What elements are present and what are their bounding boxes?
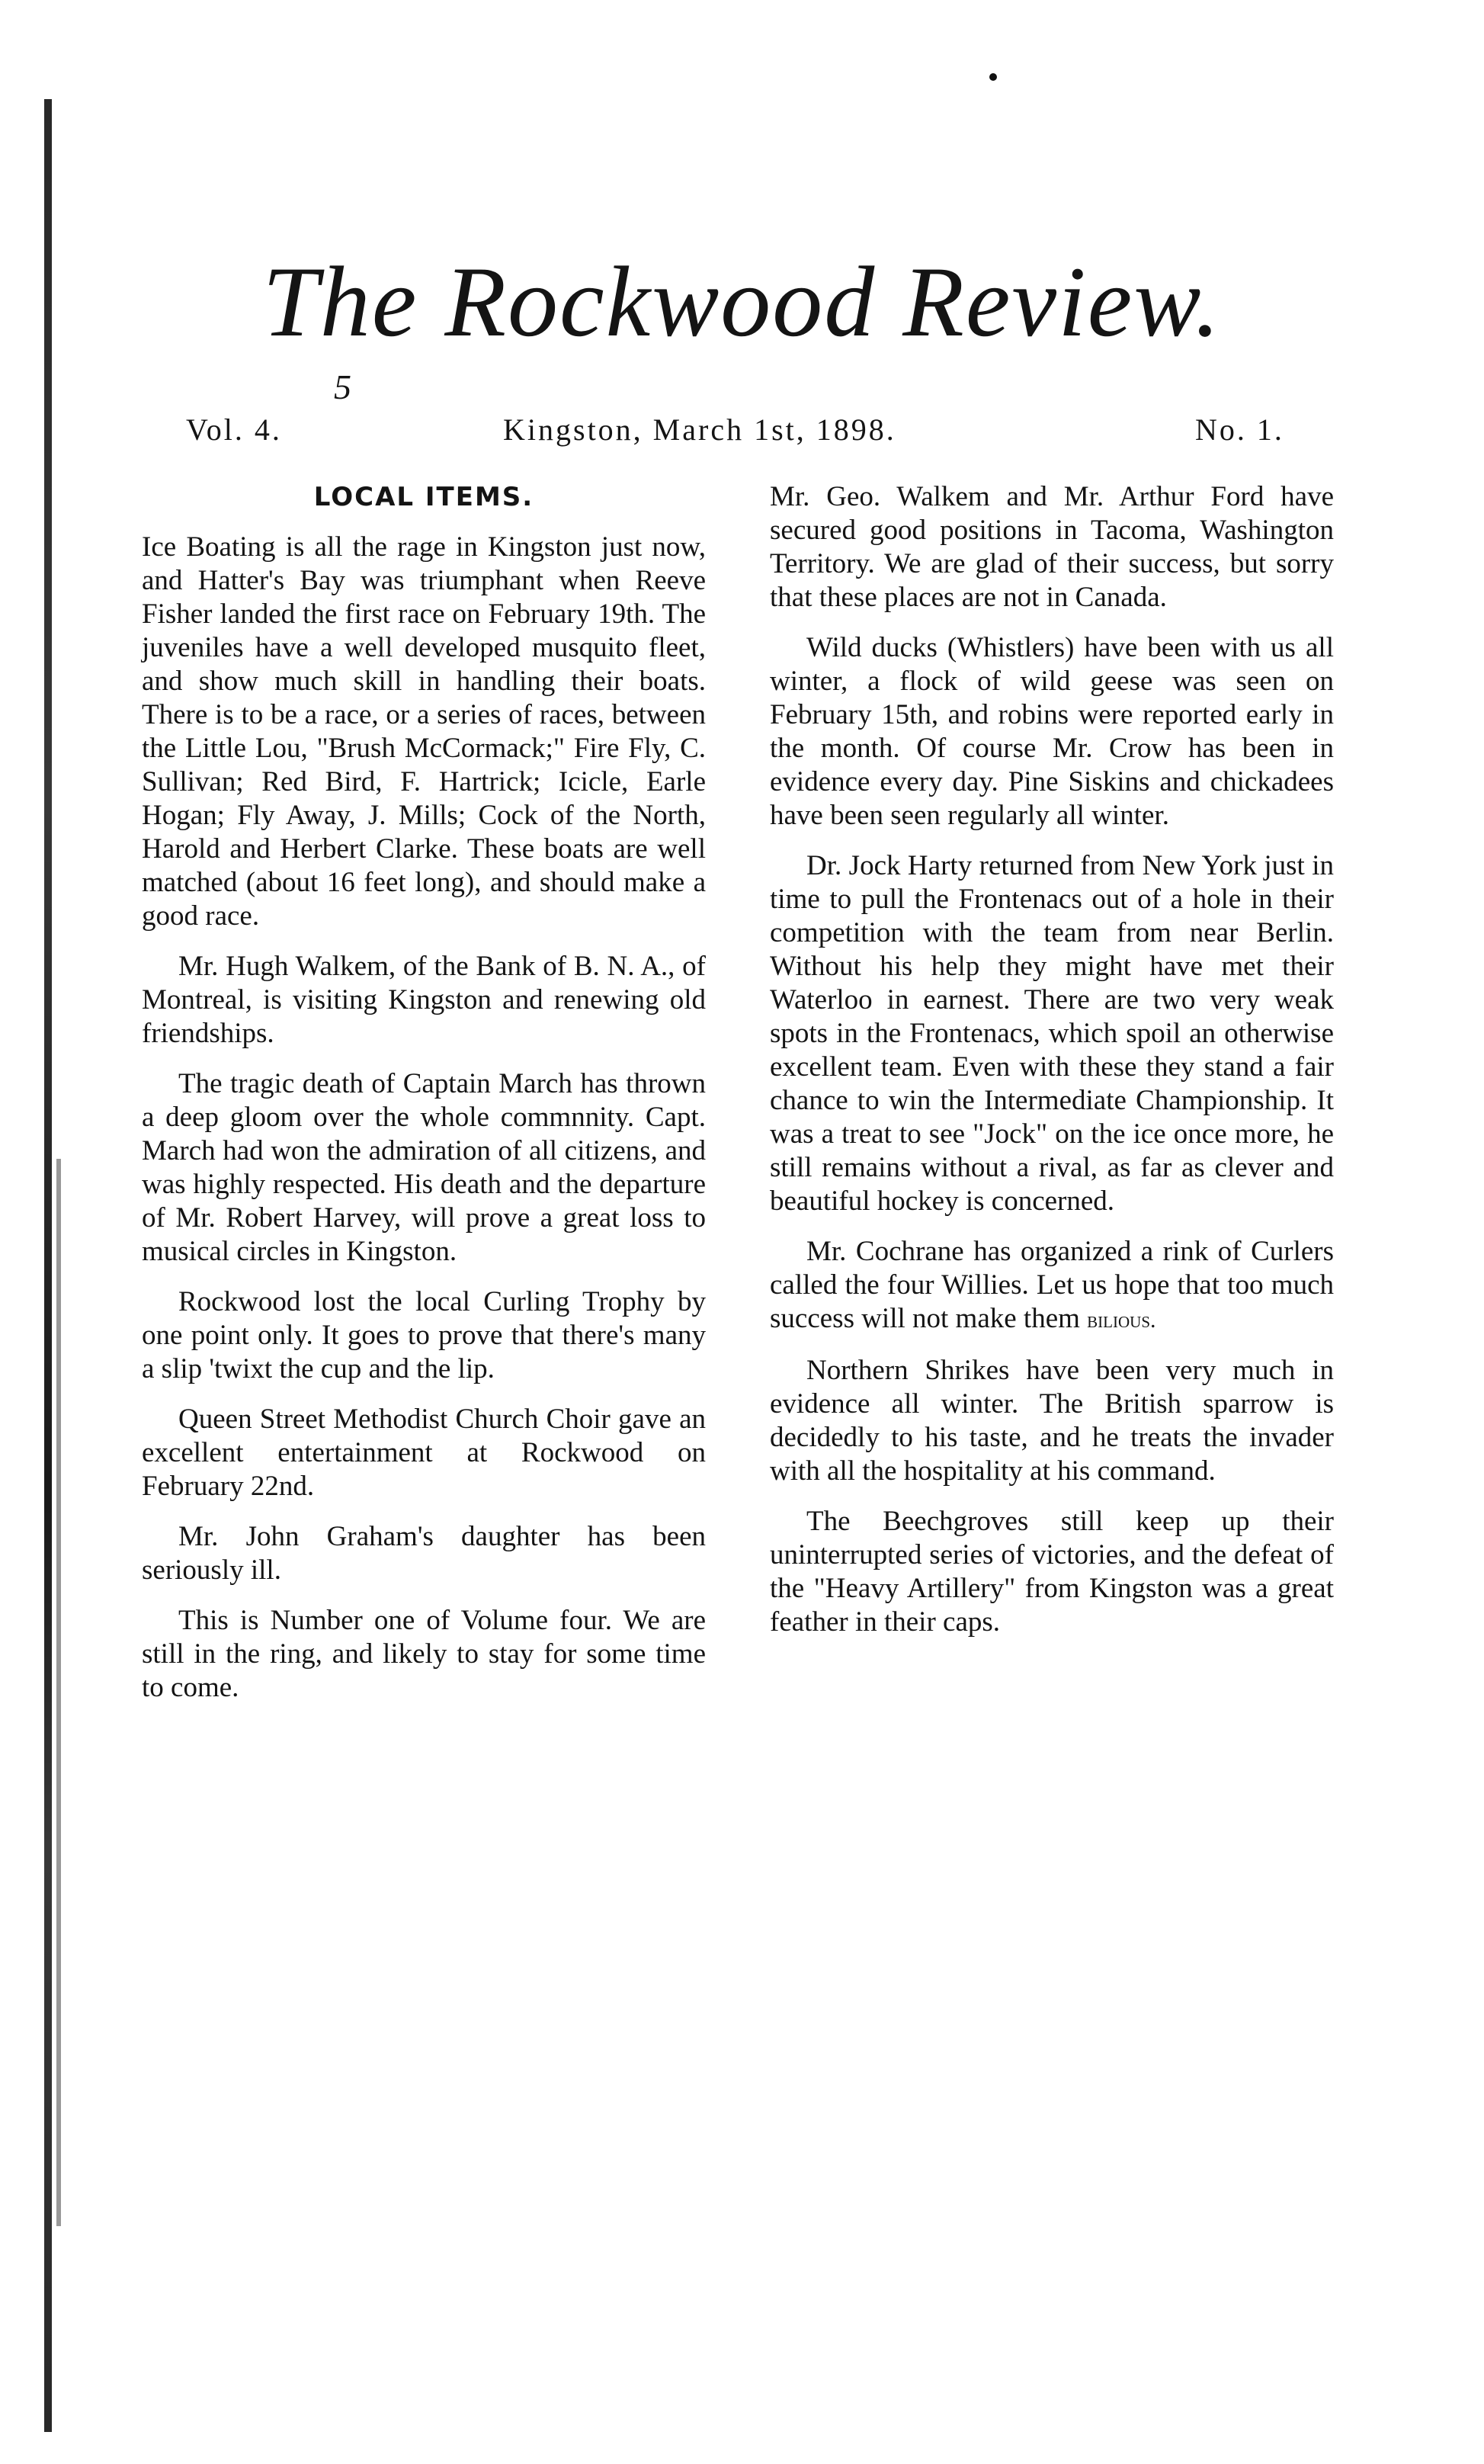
paragraph-beechgroves: The Beechgroves still keep up their uninterrupted series of victories, and the defeat of the "Heavy Artillery" from Kingston was a great feather in their caps. — [770, 1506, 1334, 1638]
paragraph-cochrane — [770, 1235, 1334, 1337]
paragraph-captain-march: The tragic death of Captain March has thrown a deep gloom over the whole commnnity. Capt. March had won the admiration of all citizens, and was highly respected. His death and the departure of Mr. Robert Harvey, will prove a great loss to musical circles in Kingston. — [142, 1068, 706, 1267]
place-date: Kingston, March 1st, 1898. — [503, 412, 896, 447]
scan-speck — [989, 73, 997, 81]
paragraph-ice-boating: Ice Boating is all the rage in Kingston just now, and Hatter's Bay was triumphant when Reeve Fisher landed the first race on February 19th. The juveniles have a well developed musquito fleet, and show much skill in handling their boats. There is to be a race, or a series of races, between the Little Lou, "Brush McCormack;" Fire Fly, C. Sullivan; Red Bird, F. Hartrick; Icicle, Earle Hogan; Fly Away, J. Mills; Cock of the North, Harold and Herbert Clarke. These boats are well matched (about 16 feet long), and should make a good race. — [142, 531, 706, 932]
cochrane-end-word: bilious. — [1087, 1307, 1156, 1333]
paragraph-jock-harty: Dr. Jock Harty returned from New York just in time to pull the Frontenacs out of a hole in their competition with the team from near Berlin. Without his help they might have met their Waterloo in earnest. There are two very weak spots in the Frontenacs, which spoil an otherwise excellent team. Even with these they stand a fair chance to win the Intermediate Championship. It was a treat to see "Jock" on the ice once more, he still remains without a rival, as far as clever and beautiful hockey is concerned. — [770, 850, 1334, 1217]
paragraph-hugh-walkem: Mr. Hugh Walkem, of the Bank of B. N. A., of Montreal, is visiting Kingston and renewing old friendships. — [142, 951, 706, 1049]
paragraph-curling-trophy: Rockwood lost the local Curling Trophy by one point only. It goes to prove that there's many a slip 'twixt the cup and the lip. — [142, 1286, 706, 1384]
volume-label: Vol. 4. — [186, 412, 282, 447]
paragraph-volume-note: This is Number one of Volume four. We are still in the ring, and likely to stay for some time to come. — [142, 1605, 706, 1703]
masthead — [0, 245, 1484, 406]
masthead-title: The Rockwood Review. — [262, 245, 1222, 358]
scan-margin-edge-secondary — [56, 1159, 61, 2226]
dateline — [0, 412, 1484, 450]
paragraph-shrikes: Northern Shrikes have been very much in evidence all winter. The British sparrow is decidedly to his taste, and he treats the invader with all the hospitality at his command. — [770, 1355, 1334, 1487]
handwritten-annotation: 5 — [334, 367, 353, 406]
section-title: LOCAL ITEMS. — [313, 482, 534, 512]
paragraph-graham: Mr. John Graham's daughter has been seriously ill. — [142, 1521, 706, 1586]
right-column — [770, 480, 1334, 1656]
paragraph-choir: Queen Street Methodist Church Choir gave an excellent entertainment at Rockwood on February 22nd. — [142, 1404, 706, 1502]
left-column — [142, 480, 706, 1721]
issue-number: No. 1. — [1195, 412, 1284, 447]
cochrane-text: Mr. Cochrane has organized a rink of Curlers called the four Willies. Let us hope that too much success will not make them — [770, 1236, 1334, 1334]
paragraph-walkem-ford: Mr. Geo. Walkem and Mr. Arthur Ford have secured good positions in Tacoma, Washington Territory. We are glad of their success, but sorry that these places are not in Canada. — [770, 481, 1334, 613]
paragraph-wild-ducks: Wild ducks (Whistlers) have been with us all winter, a flock of wild geese was seen on February 15th, and robins were reported early in the month. Of course Mr. Crow has been in evidence every day. Pine Siskins and chickadees have been seen regularly all winter. — [770, 632, 1334, 831]
